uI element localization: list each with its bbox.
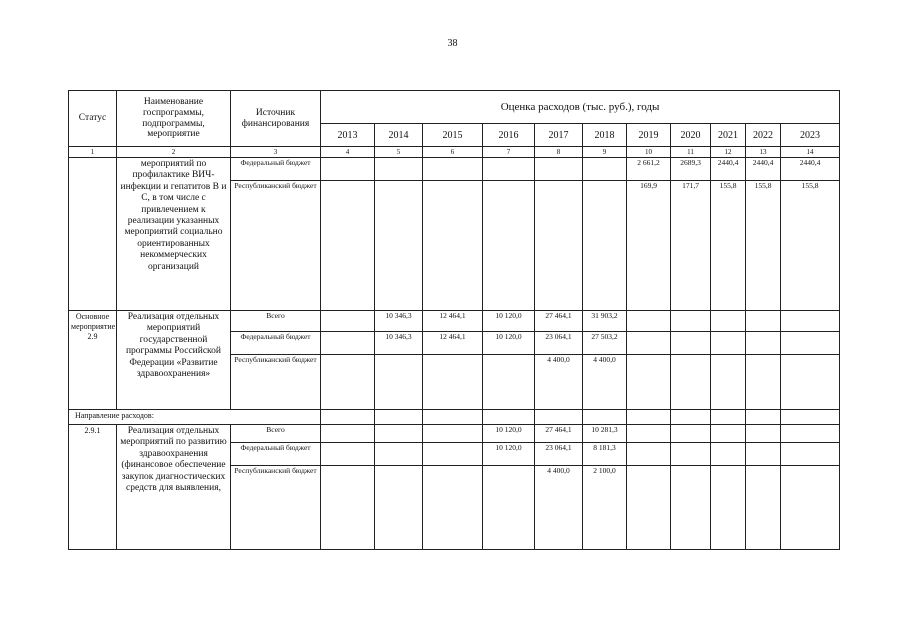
value-cell: [711, 355, 746, 410]
value-cell: [375, 466, 423, 550]
value-cell: [321, 355, 375, 410]
value-cell: [535, 410, 583, 425]
year-cell: 2020: [671, 124, 711, 147]
activity-name: Реализация отдельных мероприятий по развитию здравоохранения (финансовое обеспечение закупок диагностических средств для выявления,: [117, 425, 231, 550]
value-cell: [711, 443, 746, 466]
value-cell: [321, 332, 375, 355]
value-cell: [483, 158, 535, 181]
value-cell: [781, 355, 840, 410]
value-cell: 2689,3: [671, 158, 711, 181]
value-cell: [671, 355, 711, 410]
value-cell: 23 064,1: [535, 332, 583, 355]
value-cell: 10 120,0: [483, 311, 535, 332]
page-number: 38: [447, 38, 458, 49]
column-number: 4: [321, 147, 375, 158]
value-cell: 27 464,1: [535, 311, 583, 332]
value-cell: [483, 466, 535, 550]
value-cell: [483, 355, 535, 410]
value-cell: [583, 181, 627, 311]
year-cell: 2013: [321, 124, 375, 147]
value-cell: 2440,4: [781, 158, 840, 181]
value-cell: 23 064,1: [535, 443, 583, 466]
value-cell: 12 464,1: [423, 332, 483, 355]
status-cell: Основное мероприятие 2.9: [69, 311, 117, 410]
value-cell: [321, 158, 375, 181]
value-cell: 4 400,0: [535, 355, 583, 410]
value-cell: [671, 425, 711, 443]
column-number: 12: [711, 147, 746, 158]
header-estimate: Оценка расходов (тыс. руб.), годы: [321, 91, 840, 124]
value-cell: [746, 311, 781, 332]
source-cell: Всего: [231, 311, 321, 332]
source-cell: Федеральный бюджет: [231, 158, 321, 181]
column-number: 2: [117, 147, 231, 158]
value-cell: 10 346,3: [375, 332, 423, 355]
table-row: [69, 410, 840, 425]
value-cell: [711, 332, 746, 355]
value-cell: [423, 410, 483, 425]
value-cell: [423, 425, 483, 443]
column-number: 13: [746, 147, 781, 158]
value-cell: 27 503,2: [583, 332, 627, 355]
value-cell: 2440,4: [711, 158, 746, 181]
year-cell: 2016: [483, 124, 535, 147]
value-cell: [375, 158, 423, 181]
value-cell: [423, 181, 483, 311]
activity-name: Реализация отдельных мероприятий государственной программы Российской Федерации «Развитие здравоохранения»: [117, 311, 231, 410]
value-cell: 10 346,3: [375, 311, 423, 332]
value-cell: [375, 443, 423, 466]
source-cell: Республиканский бюджет: [231, 181, 321, 311]
status-cell: 2.9.1: [69, 425, 117, 550]
source-cell: Республиканский бюджет: [231, 466, 321, 550]
header-status: Статус: [69, 91, 117, 147]
value-cell: [711, 311, 746, 332]
year-cell: 2018: [583, 124, 627, 147]
header-row: [69, 91, 840, 124]
value-cell: [781, 466, 840, 550]
value-cell: 10 281,3: [583, 425, 627, 443]
direction-label: Направление расходов:: [69, 410, 321, 425]
value-cell: [627, 311, 671, 332]
source-cell: Федеральный бюджет: [231, 443, 321, 466]
value-cell: [627, 425, 671, 443]
column-number: 7: [483, 147, 535, 158]
value-cell: [423, 158, 483, 181]
value-cell: [321, 181, 375, 311]
year-cell: 2023: [781, 124, 840, 147]
value-cell: [375, 355, 423, 410]
value-cell: [781, 332, 840, 355]
column-number: 8: [535, 147, 583, 158]
value-cell: 155,8: [746, 181, 781, 311]
value-cell: [746, 355, 781, 410]
value-cell: [711, 425, 746, 443]
activity-name: мероприятий по профилактике ВИЧ-инфекции и гепатитов В и С, в том числе с привлечением к реализации указанных мероприятий социально ориентированных некоммерческих организаций: [117, 158, 231, 311]
value-cell: [583, 410, 627, 425]
value-cell: [781, 425, 840, 443]
value-cell: [375, 425, 423, 443]
table-row: [69, 425, 840, 443]
value-cell: [671, 443, 711, 466]
value-cell: 12 464,1: [423, 311, 483, 332]
column-number: 5: [375, 147, 423, 158]
year-cell: 2021: [711, 124, 746, 147]
value-cell: 155,8: [711, 181, 746, 311]
column-number: 11: [671, 147, 711, 158]
year-cell: 2019: [627, 124, 671, 147]
value-cell: 27 464,1: [535, 425, 583, 443]
column-number: 10: [627, 147, 671, 158]
value-cell: [627, 466, 671, 550]
value-cell: [746, 443, 781, 466]
value-cell: [711, 466, 746, 550]
column-number: 6: [423, 147, 483, 158]
value-cell: 10 120,0: [483, 332, 535, 355]
value-cell: [781, 311, 840, 332]
value-cell: [535, 181, 583, 311]
value-cell: 8 181,3: [583, 443, 627, 466]
table-row: [69, 158, 840, 181]
value-cell: [321, 466, 375, 550]
value-cell: 4 400,0: [535, 466, 583, 550]
value-cell: [627, 332, 671, 355]
header-name: Наименование госпрограммы, подпрограммы, мероприятие: [117, 91, 231, 147]
column-number: 3: [231, 147, 321, 158]
status-cell: [69, 158, 117, 311]
column-number: 14: [781, 147, 840, 158]
value-cell: [321, 311, 375, 332]
value-cell: [746, 410, 781, 425]
column-number: 9: [583, 147, 627, 158]
value-cell: [671, 332, 711, 355]
value-cell: [627, 355, 671, 410]
value-cell: 171,7: [671, 181, 711, 311]
value-cell: [321, 443, 375, 466]
value-cell: [671, 410, 711, 425]
value-cell: [423, 466, 483, 550]
value-cell: 4 400,0: [583, 355, 627, 410]
value-cell: [483, 181, 535, 311]
value-cell: [535, 158, 583, 181]
source-cell: Республиканский бюджет: [231, 355, 321, 410]
value-cell: [746, 332, 781, 355]
value-cell: [781, 410, 840, 425]
value-cell: 2440,4: [746, 158, 781, 181]
value-cell: [671, 311, 711, 332]
value-cell: 169,9: [627, 181, 671, 311]
value-cell: [423, 355, 483, 410]
column-number-row: [69, 147, 840, 158]
value-cell: [583, 158, 627, 181]
value-cell: [627, 443, 671, 466]
value-cell: [627, 410, 671, 425]
source-cell: Федеральный бюджет: [231, 332, 321, 355]
year-cell: 2022: [746, 124, 781, 147]
year-cell: 2015: [423, 124, 483, 147]
value-cell: 10 120,0: [483, 425, 535, 443]
value-cell: 31 903,2: [583, 311, 627, 332]
header-source: Источник финансирования: [231, 91, 321, 147]
year-cell: 2017: [535, 124, 583, 147]
value-cell: [671, 466, 711, 550]
value-cell: 2 100,0: [583, 466, 627, 550]
column-number: 1: [69, 147, 117, 158]
value-cell: [423, 443, 483, 466]
value-cell: [483, 410, 535, 425]
value-cell: [711, 410, 746, 425]
value-cell: [746, 425, 781, 443]
table-row: [69, 311, 840, 332]
value-cell: [375, 181, 423, 311]
value-cell: 2 661,2: [627, 158, 671, 181]
value-cell: 155,8: [781, 181, 840, 311]
year-cell: 2014: [375, 124, 423, 147]
value-cell: [375, 410, 423, 425]
value-cell: [781, 443, 840, 466]
value-cell: [321, 425, 375, 443]
budget-table: [68, 90, 840, 550]
source-cell: Всего: [231, 425, 321, 443]
value-cell: 10 120,0: [483, 443, 535, 466]
value-cell: [321, 410, 375, 425]
value-cell: [746, 466, 781, 550]
